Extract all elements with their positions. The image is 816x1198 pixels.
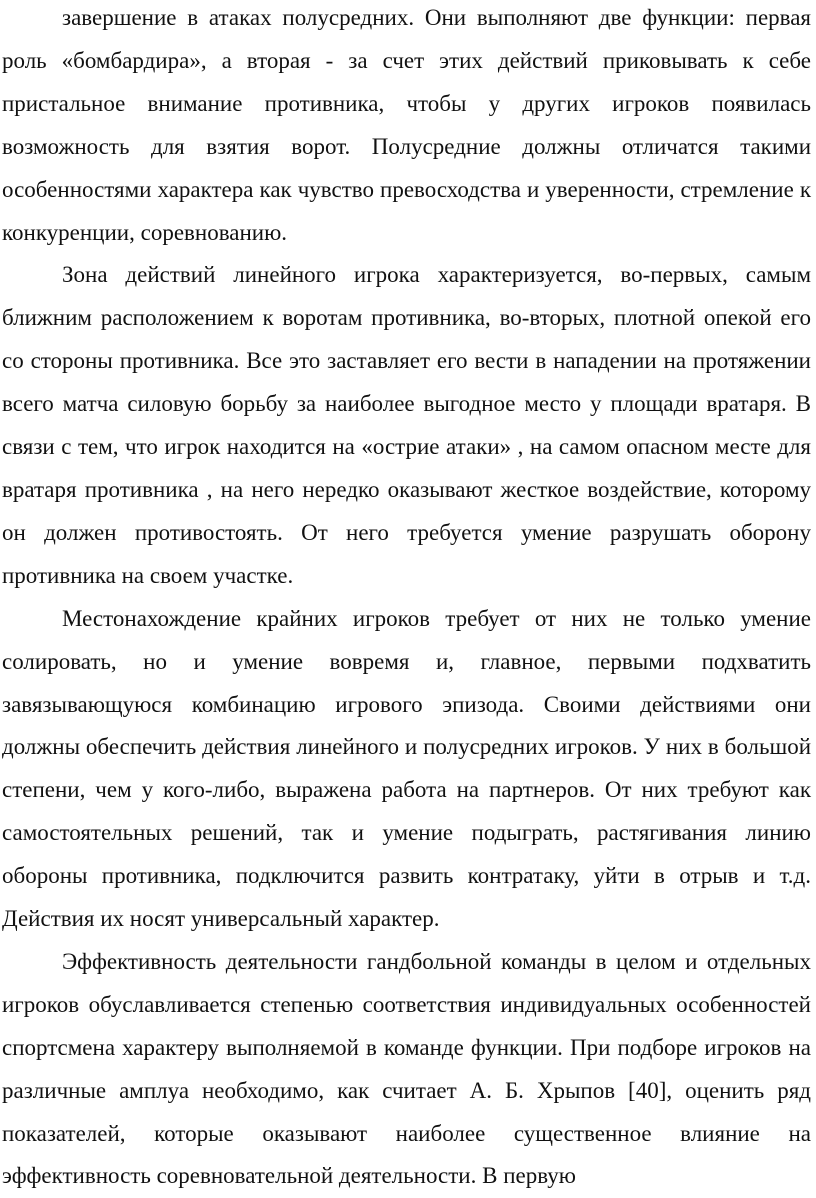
paragraph-center-backs: завершение в атаках полусредних. Они выполняют две функции: первая роль «бомбардира», а вторая - за счет этих действий приковывать к себе пристальное внимание противника, чтобы у других игроков появилась возможность для взятия ворот. Полусредние должны отличатся такими особенностями характера как чувство превосходства и уверенности, стремление к конкуренции, соревнованию. <box>2 5 811 245</box>
paragraph-team-effectiveness: Эффективность деятельности гандбольной команды в целом и отдельных игроков обуславливается степенью соответствия индивидуальных особенностей спортсмена характеру выполняемой в команде функции. При подборе игроков на различные амплуа необходимо, как считает А. Б. Хрыпов [40], оценить ряд показателей, которые оказывают наиболее существенное влияние на эффективность соревновательной деятельности. В первую <box>2 948 811 1189</box>
paragraph-wing-players: Местонахождение крайних игроков требует от них не только умение солировать, но и умение вовремя и, главное, первыми подхватить завязывающуюся комбинацию игрового эпизода. Своими действиями они должны обеспечить действия линейного и полусредних игроков. У них в большой степени, чем у кого-либо, выражена работа на партнеров. От них требуют как самостоятельных решений, так и умение подыграть, растягивания линию обороны противника, подключится развить контратаку, уйти в отрыв и т.д. Действия их носят универсальный характер. <box>2 605 811 932</box>
paragraph-pivot-player: Зона действий линейного игрока характеризуется, во-первых, самым ближним расположением к воротам противника, во-вторых, плотной опекой его со стороны противника. Все это заставляет его вести в нападении на протяжении всего матча силовую борьбу за наиболее выгодное место у площади вратаря. В связи с тем, что игрок находится на «острие атаки» , на самом опасном месте для вратаря противника , на него нередко оказывают жесткое воздействие, которому он должен противостоять. От него требуется умение разрушать оборону противника на своем участке. <box>2 262 811 588</box>
